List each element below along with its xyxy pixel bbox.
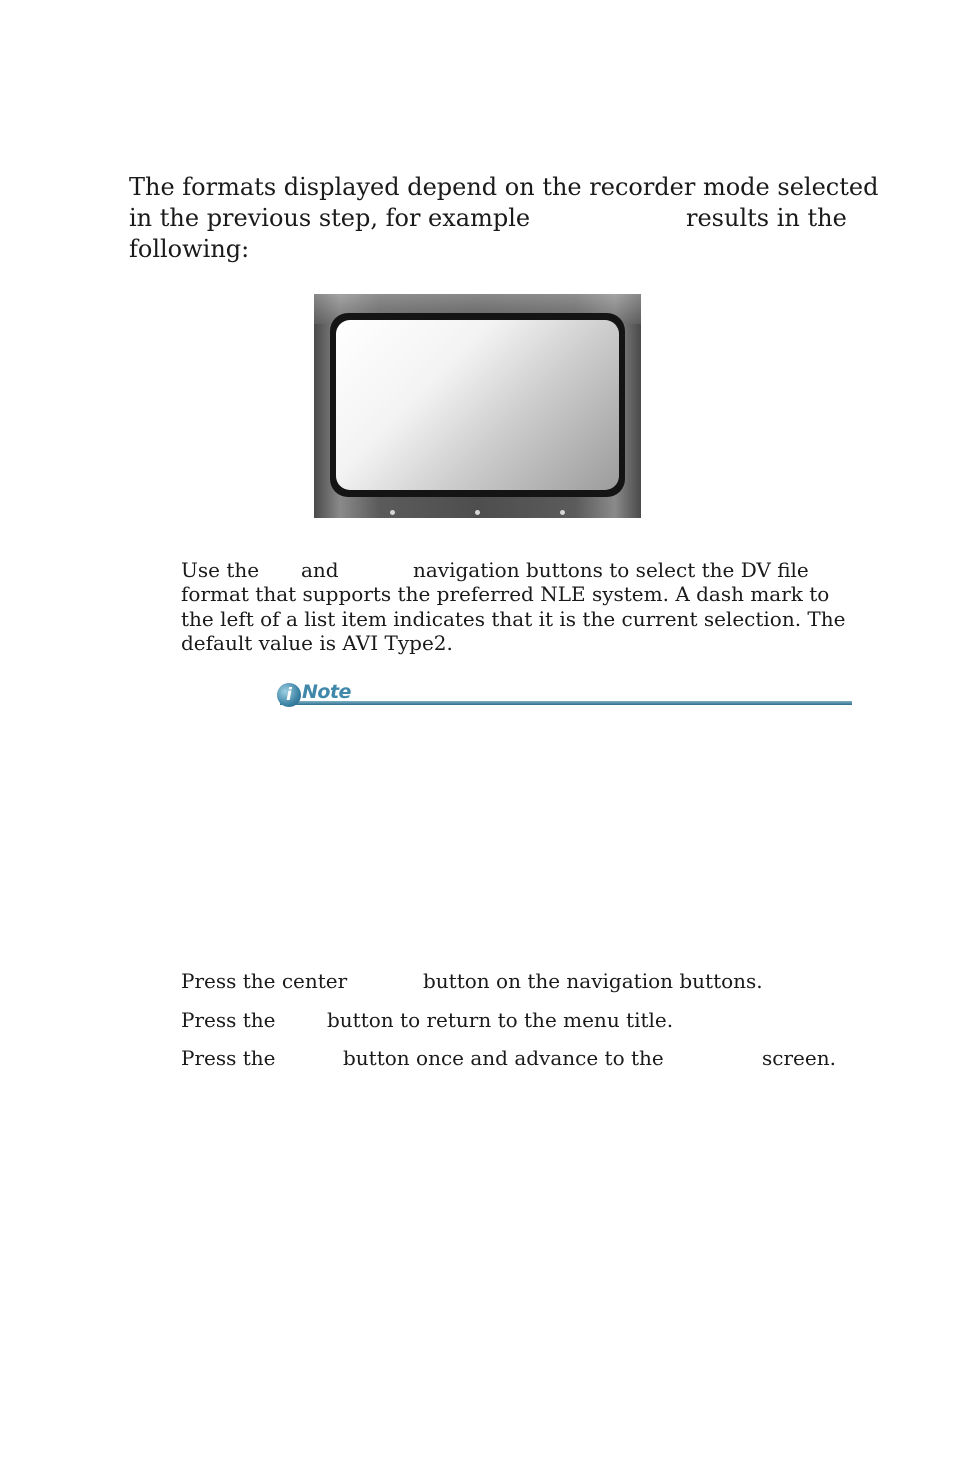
screen-indicator-dot (390, 510, 395, 515)
select-line-1a: Use the (181, 558, 260, 582)
step-2b: button to return to the menu title. (327, 1008, 674, 1032)
step-2a: Press the (181, 1008, 276, 1032)
step-3c: screen. (762, 1046, 836, 1070)
step-1a: Press the center (181, 969, 348, 993)
intro-line-1: The formats displayed depend on the recorder mode selected (129, 173, 879, 201)
note-divider (280, 701, 852, 705)
intro-line-3: following: (129, 235, 250, 263)
screen-display (336, 320, 619, 490)
select-line-2: format that supports the preferred NLE system. A dash mark to (181, 582, 830, 606)
info-icon: i (277, 683, 301, 707)
screen-indicator-dot (560, 510, 565, 515)
step-3b: button once and advance to the (343, 1046, 664, 1070)
screen-indicator-dot (475, 510, 480, 515)
select-line-1c: navigation buttons to select the DV file (413, 558, 809, 582)
step-3a: Press the (181, 1046, 276, 1070)
device-screen-illustration (314, 294, 641, 518)
select-line-1b: and (301, 558, 339, 582)
step-1b: button on the navigation buttons. (423, 969, 763, 993)
intro-line-2a: in the previous step, for example (129, 204, 531, 232)
select-line-4: default value is AVI Type2. (181, 631, 453, 655)
note-label: Note (302, 681, 351, 703)
select-line-3: the left of a list item indicates that it is the current selection. The (181, 607, 846, 631)
intro-line-2b: results in the (686, 204, 847, 232)
